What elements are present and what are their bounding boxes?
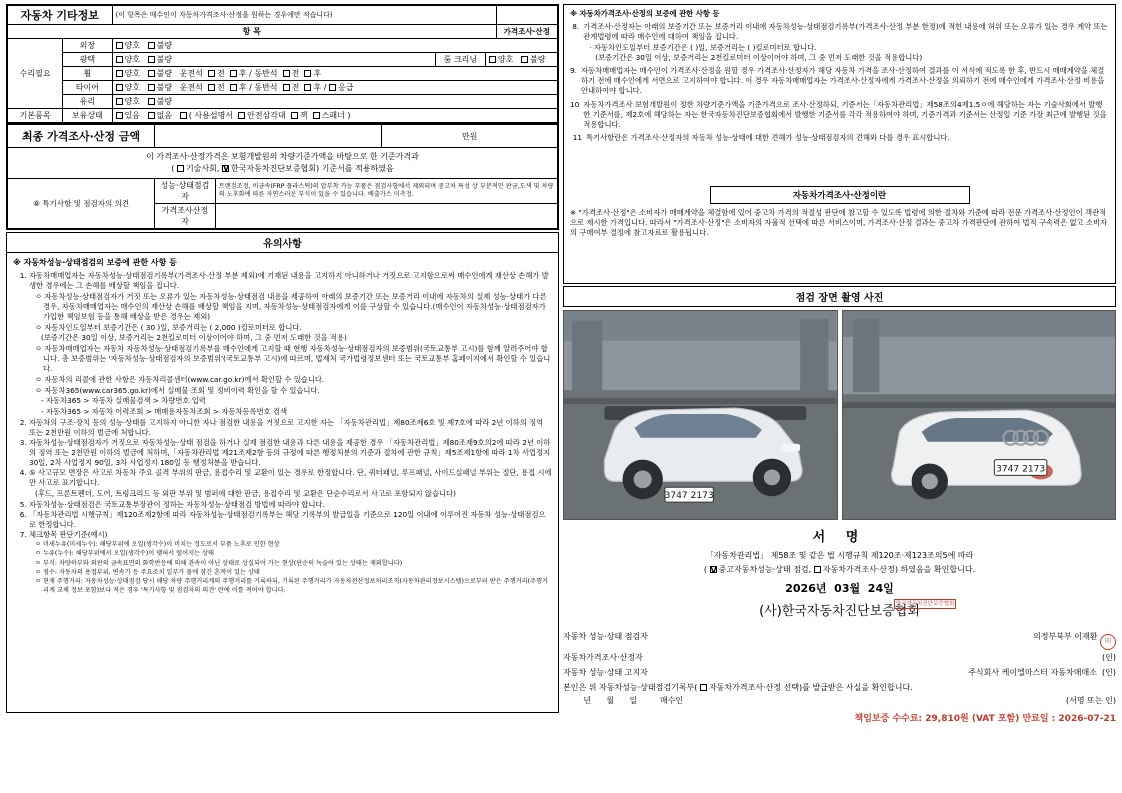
final-price-value — [155, 125, 382, 148]
left-column — [6, 4, 559, 724]
notice-subitem: ㅇ 미세누유(미세누수): 해당부위에 오일(생각수)이 비치는 정도로서 부품 노후로 인한 현상 — [35, 540, 280, 548]
other-info-title: 자동차 기타정보 — [7, 5, 112, 25]
appraisal-item-number: 9. — [570, 66, 577, 76]
appraisal-item — [570, 22, 1109, 63]
remarks-inner-table — [155, 179, 557, 228]
cb-exterior-bad[interactable]: 불량 — [148, 41, 172, 50]
appraisal-list — [570, 22, 1109, 143]
cb-basic-have[interactable]: 있음 — [116, 111, 140, 120]
remarks-label: ⑧ 특기사항 및 점검자의 의견 — [7, 179, 155, 230]
definition-text: ※ "가격조사·산정"은 소비자가 매매계약을 체결함에 있어 중고차 가격의 적절성 판단에 참고할 수 있도록 법령에 의한 절차와 기준에 따라 전문 가격조사·산정인이 객관적으로 제시한 가격입니다. 따라서 "가격조사·산정"은 소비자의 자율적 선택에 따른 서비스이며, 가격조사·산정 결과는 중고차 가격판단에 관하여 법적 구속력은 없고 소비자의 구매여부 결정에 참고자료로 활용됩니다. — [570, 208, 1108, 238]
right-column — [563, 4, 1116, 724]
price-col-head-empty — [496, 5, 558, 25]
definition-title: 자동차가격조사·산정이란 — [710, 186, 970, 204]
final-price-unit: 만원 — [382, 125, 558, 148]
fee-notice: 책임보증 수수료: 29,810원 (VAT 포함) 만료일 : 2026-07-21 — [854, 713, 1116, 724]
standard-line-1: 이 가격조사·산정가격은 보험개발원의 차량기준가액을 바탕으로 한 기준가격과 — [146, 152, 419, 161]
notice-item: 6. 「자동차관리법 시행규칙」제120조제2항에 따라 자동차성능·상태점검기록부는 해당 기록부의 발급일을 기준으로 120일 이내에 이루어진 자동차 성능·상태점검으로 한정합니다. — [29, 510, 552, 530]
appraisal-item-body: 자동차가격조사 보험개발원이 정한 차량기준가액을 기준가격으로 조사·산정하되, 기준서는「자동차관리법」제58조의4제1.5ㅇ에 해당하는 자는 기술사회에서 발행한 기준서를, 제2호에 해당하는 자는 한국자동차진단보증협회에서 발행한 기준서를 각각 적용하여야 하며, 기준가격과 기준서는 산정일 기준 가장 최근에 발행된 것을 적용합니다. — [583, 99, 1107, 130]
row-label-wheel: 휠 — [63, 67, 112, 81]
notice-sublist — [29, 292, 552, 417]
notice-subitem: ㅇ 자동차의 리콜에 관한 사항은 자동차리콜센터(www.car.go.kr)에서 확인할 수 있습니다. — [35, 374, 325, 384]
buyer-signature-row — [563, 693, 1116, 708]
signature-rows — [563, 629, 1116, 724]
cb-basic-spanner[interactable]: 스패너 ) — [313, 111, 351, 120]
cb-tire-spare[interactable]: 응급 — [329, 83, 353, 92]
row-wheel-options — [112, 67, 558, 81]
cb-basic-manual[interactable]: ( 사용설명서 — [180, 111, 233, 120]
sign-label-appraiser: 자동차가격조사·산정자 — [563, 652, 643, 662]
other-info-table — [6, 4, 559, 124]
photo-section-title: 점검 장면 촬영 사진 — [563, 286, 1116, 307]
appraisal-item-body: 특기사항란은 가격조사·산정자의 자동차 성능·상태에 대한 견해가 성능·상태점검자의 견해와 다를 경우 표시합니다. — [586, 133, 950, 143]
cb-wheel-d-rear[interactable]: 후 / 동반석 — [230, 69, 278, 78]
notice-subitem: ㅇ 현재 주행거리: 자동차성능·상태점검 당시 해당 차량 주행거리계의 주행거리를 기록하되, 기록된 주행거리가 자동차전산정보처리조직(자동차관리정보시스템)으로부터 받은 주행거리(주행거리계 교체 정보 포함)보다 적은 경우 '특기사항 및 점검자의 의견' 란에 이를 적어야 합니다. — [35, 578, 548, 594]
appraisal-item-number: 11 — [572, 133, 582, 143]
buyer-sign-placeholder: (서명 또는 인) — [1066, 696, 1116, 706]
row-label-exterior: 외장 — [63, 39, 112, 53]
row-label-roomcleaning: 룸 크리닝 — [435, 53, 485, 67]
basic-items-options — [112, 109, 558, 124]
item-header: 항 목 — [7, 25, 496, 39]
photo-front-graphic — [564, 311, 837, 519]
definition-title-wrap — [563, 184, 1116, 204]
notice-subitem: - 자동차365 > 자동차 이력조회 > 매매용자동차조회 > 자동차등록번호 검색 — [41, 407, 288, 417]
row-tire-options — [112, 81, 558, 95]
cb-room-good[interactable]: 양호 — [489, 55, 513, 64]
notice-sublist — [29, 489, 552, 499]
price-header: 가격조사·산정 — [496, 25, 558, 39]
remarks-appraiser-text — [215, 204, 557, 229]
definition-box — [563, 204, 1116, 284]
appraisal-item — [570, 100, 1109, 131]
cb-wheel-p-front[interactable]: 전 — [283, 69, 300, 78]
notice-subitem: ㅇ 점수: 자동차의 용접부위, 변속기 등 주요조치 일부가 물에 잠긴 흔적이 있는 상태 — [35, 569, 260, 577]
basic-items-state-label: 보유상태 — [63, 109, 112, 124]
notice-subitem: (후드, 프론트펜더, 도어, 트렁크리드 등 외판 부위 및 범퍼에 대한 판금, 용접수리 및 교환은 단순수리로서 사고로 포함되지 않습니다) — [35, 489, 456, 499]
cb-basic-triangle[interactable]: 안전삼각대 — [238, 111, 286, 120]
notice-subitem: ㅇ 자동차성능·상태점검자가 거짓 또는 오류가 있는 자동차성능·상태점검 내용을 제공하여 아래의 보증기간 또는 보증거리 이내에 자동차의 실제 성능·상태가 다른 경우, 자동차매매업자는 매수인의 재산상 손해를 배상할 책임을 지며, 자동차성능·상태점검자에게 이를 구상할 수 있습니다.(매수인이 자동차성능·상태점검자가 가입한 책임보험 등을 통해 배상을 받은 경우는 제외) — [35, 292, 547, 321]
notice-item: 2. 자동차의 구조·장치 등의 성능·상태를 고지하지 아니한 자나 점검한 내용을 거짓으로 고지한 자는 「자동차관리법」제80조제6호 및 제7호에 따라 2년 이하의 징역 또는 2천만원 이하의 벌금에 처합니다. — [29, 418, 552, 438]
notice-sublist — [29, 541, 552, 595]
cb-polish-bad[interactable]: 불량 — [148, 55, 172, 64]
cb-glass-bad[interactable]: 불량 — [148, 97, 172, 106]
cb-tire-d-rear[interactable]: 후 / 동반석 — [230, 83, 278, 92]
cb-sign-appraisal[interactable]: 자동차가격조사·산정) 하였음을 확인합니다. — [814, 565, 975, 574]
svg-text:3747 2173: 3747 2173 — [664, 491, 714, 502]
sign-value-notifier: 주식회사 케이엘마스터 자동차매매소 (인) — [968, 668, 1116, 678]
notice-section-title: 유의사항 — [6, 232, 559, 253]
photo-gallery — [563, 310, 1116, 520]
appraisal-item-body: 자동차매매업자는 매수인이 가격조사·산정을 원할 경우 가격조사·산정자가 해당 자동차 가격을 조사·산정하여 결과를 이 서식에 적도록 한 후, 반드시 매매계약을 체결하기 전에 매수인에게 서면으로 고지하여야 합니다. 이 경우 자동차매매업자는 가격조사·산정자에게 가격조사·산정을 의뢰하기 전에 매수인에게 가격조사·산정 비용을 안내하여야 합니다. — [580, 66, 1105, 96]
remarks-body — [155, 179, 558, 230]
row-label-tire: 타이어 — [63, 81, 112, 95]
signature-statement-line2: ( V 중고자동차성능·상태 점검, 자동차가격조사·산정) 하였음을 확인합니다. — [563, 563, 1116, 577]
appraisal-item-number: 10 — [570, 99, 580, 109]
cb-tire-good[interactable]: 양호 — [116, 83, 140, 92]
sign-label-inspector: 자동차 성능·상태 점검자 — [563, 631, 648, 641]
buyer-confirm-line: 본인은 위 자동차성능·상태점검기록부( 자동차가격조사·산정 선택)를 발급받은 사실을 확인합니다. — [563, 683, 913, 693]
cb-wheel-d-front[interactable]: 전 — [208, 69, 225, 78]
signature-row — [563, 629, 1116, 650]
tire-driver-label: 운전석 — [179, 83, 203, 92]
signature-row — [563, 665, 1116, 680]
signature-statement — [563, 549, 1116, 623]
signature-section — [563, 526, 1116, 724]
cb-buyer-appraisal[interactable] — [700, 683, 709, 692]
inspection-photo-rear[interactable] — [842, 310, 1117, 520]
cb-basic-jack[interactable]: 잭 — [291, 111, 308, 120]
final-price-label: 최종 가격조사·산정 금액 — [7, 125, 155, 148]
cb-sign-performance[interactable]: V 중고자동차성능·상태 점검, — [710, 565, 812, 574]
svg-text:3747 2173: 3747 2173 — [995, 464, 1045, 475]
appraisal-subitem: (보증기간은 30일 이상, 보증거리는 2천킬로미터 이상이어야 하며, 그 중 먼저 도래한 것을 적용합니다) — [595, 52, 923, 62]
cb-std-kaa[interactable]: V 한국자동차진단보증협회) 기준서를 적용하였음 — [222, 164, 394, 173]
notice-body — [6, 253, 559, 713]
cb-wheel-p-rear[interactable]: 후 — [304, 69, 321, 78]
row-polish-options — [112, 53, 435, 67]
row-roomcleaning-options — [485, 53, 558, 67]
cb-wheel-bad[interactable]: 불량 — [148, 69, 172, 78]
cb-polish-good[interactable]: 양호 — [116, 55, 140, 64]
notice-subitem: ㅇ 자동차인도일부터 보증기간은 ( 30 )일, 보증거리는 ( 2,000 )킬로미터로 합니다. — [35, 322, 302, 332]
cb-room-bad[interactable]: 불량 — [521, 55, 545, 64]
notice-subitem: ㅇ 자동차매매업자는 자동차 자동차성능·상태점검기록부를 매수인에게 고지할 때 현행 자동차성능·상태점검자의 보증범위(국토교통부 고시)를 함께 알려주어야 합니다. 총 보증범위는 '자동차성능·상태점검자의 보증범위'(국토교통부 고시)에 따르며, 법제처 국가법령정보센터 또는 국토교통부 홈페이지에서 확인할 수 있습니다. — [35, 344, 551, 373]
notice-subitem: ㅇ 부식: 차량하부와 외판의 금속표면의 화학반응에 의해 관속이 아닌 상태로 상실되어 가는 현상(단순히 녹슬어 있는 상태는 제외합니다) — [35, 559, 403, 567]
appraisal-subitem: · 자동차인도일부터 보증기간은 ( )일, 보증거리는 ( )킬로미터로 합니다. — [589, 42, 817, 52]
signature-statement-line1: 「자동차관리법」 제58조 및 같은 법 시행규칙 제120조·제123조의5에 따라 — [705, 551, 974, 560]
row-label-polish: 광택 — [63, 53, 112, 67]
inspection-photo-front[interactable] — [563, 310, 838, 520]
cb-basic-none[interactable]: 없음 — [148, 111, 172, 120]
org-stamp-icon: 한국자동차진단보증협회 — [894, 599, 956, 609]
remarks-inspector-label: 성능·상태점검자 — [155, 179, 215, 204]
repair-group-label: 수리필요 — [7, 39, 63, 109]
appraisal-heading: ※ 자동차가격조사·산정의 보증에 관한 사항 등 — [570, 9, 720, 18]
other-info-note: (이 항목은 매수인이 자동차가격조사·산정을 원하는 경우에만 적습니다) — [112, 5, 496, 25]
signature-date: 2026년 03월 24일 — [785, 582, 894, 596]
signature-row — [563, 650, 1116, 665]
appraisal-warranty-box — [563, 4, 1116, 184]
notice-item: 7. 체크항목 판단기준(예시) ㅇ 미세누유(미세누수): 해당부위에 오일(생각수)이 비치는 정도로서 부품 노후로 인한 현상 ㅇ 누유(누수): 해당부위에서 오일(생각수)이 맺혀서 떨어지는 상태 ㅇ 부식: 차량하부와 외판의 금속표면의 화학반응에 의해 관속이 아닌 상태로 상실되어 가는 현상(단순히 녹슬어 있는 상태는 제외합니다) ㅇ 점수: 자동차의 용접부위, 변속기 등 주요조치 일부가 물에 잠긴 흔적이 있는 상태 ㅇ 현재 주행거리: 자동차성능·상태점검 당시 해당 차량 주행거리계의 주행거리를 기록하되, 기록된 주행거리가 자동차전산정보처리조직(자동차관리정보시스템)으로부터 받은 주행거리(주행거리계 교체 정보 포함)보다 적은 경우 '특기사항 및 점검자의 의견' 란에 이를 적어야 합니다. — [29, 530, 552, 595]
appraisal-item-body: 가격조사·산정자는 아래의 보증기간 또는 보증거리 이내에 자동차성능·상태점검기록부(가격조사·산정 부분 한정)에 적힌 내용에 허위 또는 오류가 있는 경우 계약 또는 관계법령에 따라 매수인에 대하여 책임을 집니다. · 자동차인도일부터 보증기간은 ( )일, 보증거리는 ( )킬로미터로 합니다. (보증기간은 30일 이상, 보증거리는 2천킬로미터 이상이어야 하며, 그 중 먼저 도래한 것을 적용합니다) — [583, 22, 1108, 62]
cb-tire-p-front[interactable]: 전 — [283, 83, 300, 92]
notice-heading: ※ 자동차성능·상태점검의 보증에 관한 사항 등 — [13, 258, 177, 267]
sign-value-appraiser: (인) — [1102, 652, 1116, 662]
cb-tire-bad[interactable]: 불량 — [148, 83, 172, 92]
cb-std-engineer[interactable]: 기술사회, — [177, 164, 219, 173]
sign-label-notifier: 자동차 성능·상태 고지자 — [563, 668, 648, 678]
row-label-glass: 유리 — [63, 95, 112, 109]
basic-items-label: 기본품목 — [7, 109, 63, 124]
buyer-date: 년 월 일 매수인 — [583, 696, 684, 706]
notice-item: 3. 자동차성능·상태점검자가 거짓으로 자동차성능·상태 점검을 하거나 실제 점검한 내용과 다른 내용을 제공한 경우 「자동차관리법」제80조제9호의2에 따라 2년 이하의 징역 또는 2천만원 이하의 벌금에 처하며,「자동차관리법 제21조제2항 등의 규정에 따른 행정처분의 기준과 절차에 관한 규칙」제5조제1항에 따라 1차 사업정지 30일, 2차 사업정지 90일, 3차 사업정지 180일 등 행정처분을 받습니다. — [29, 438, 552, 468]
remarks-appraiser-label: 가격조사산정자 — [155, 204, 215, 229]
notice-item: 4. ⑤ 사고규모 면장은 사고로 차동차 주요 골격 부위의 판금, 용접수리 및 교환이 있는 경우로 한정합니다. 단, 쿼터패널, 루프패널, 사이드실패널 부위는 절단, 용접 시에만 사고로 표기합니다. (후드, 프론트펜더, 도어, 트렁크리드 등 외판 부위 및 범퍼에 대한 판금, 용접수리 및 교환은 단순수리로서 사고로 포함되지 않습니다) — [29, 468, 552, 499]
sign-value-inspector: 의정부북부 이재환 印 — [1033, 629, 1116, 650]
notice-subitem: ㅇ 자동차365(www.car365.go.kr)에서 실매물 조회 및 정비이력 확인을 할 수 있습니다. — [35, 385, 320, 395]
wheel-driver-label: 운전석 — [179, 69, 203, 78]
cb-exterior-good[interactable]: 양호 — [116, 41, 140, 50]
cb-tire-p-rear[interactable]: 후 / — [304, 83, 329, 92]
appraisal-item-number: 8. — [572, 22, 580, 32]
standard-line-2: ( 기술사회, V 한국자동차진단보증협회) 기준서를 적용하였음 — [11, 163, 554, 175]
final-price-table — [6, 124, 559, 230]
notice-subitem: - 자동차365 > 자동차 실매물검색 > 차량번호 입력 — [41, 396, 206, 406]
notice-subitem: (보증기간은 30일 이상, 보증거리는 2천킬로미터 이상이어야 하며, 그 중 먼저 도래한 것을 적용) — [41, 333, 347, 343]
signature-org: (사)한국자동차진단보증협회 한국자동차진단보증협회 — [759, 600, 955, 619]
remarks-inspector-text: 트랜검조정, 비금속(FRP 플라스틱)의 압부착 가능 부품은 점검사항에서 제외되며 중고차 특성 상 부분적인 판금,도색 및 차량의 노후화에 따른 자연스러운 부식이 있을 수 있습니다. 배출가스 미측정. — [215, 179, 557, 204]
notice-list — [13, 271, 552, 595]
cb-wheel-good[interactable]: 양호 — [116, 69, 140, 78]
inspector-seal-icon: 印 — [1100, 634, 1116, 650]
two-column-layout — [6, 4, 1116, 724]
notice-item: 1. 자동차매매업자는 자동차성능·상태점검기록부(가격조사·산정 부분 제외)에 기재된 내용을 고지하지 아니하거나 거짓으로 고지함으로써 매수인에게 재산상 손해가 발생한 경우에는 그 손해를 배상할 책임을 집니다. ㅇ 자동차성능·상태점검자가 거짓 또는 오류가 있는 자동차성능·상태점검 내용을 제공하여 아래의 보증기간 또는 보증거리 이내에 자동차의 실제 성능·상태가 다른 경우, 자동차매매업자는 매수인의 재산상 손해를 배상할 책임을 지며, 자동차성능·상태점검자에게 이를 구상할 수 있습니다.(매수인이 자동차성능·상태점검자가 가입한 책임보험 등을 통해 배상을 받은 경우는 제외) ㅇ 자동차인도일부터 보증기간은 ( 30 )일, 보증거리는 ( 2,000 )킬로미터로 합니다. (보증기간은 30일 이상, 보증거리는 2천킬로미터 이상이어야 하며, 그 중 먼저 도래한 것을 적용) ㅇ 자동차매매업자는 자동차 자동차성능·상태점검기록부를 매수인에게 고지할 때 현행 자동차성능·상태점검자의 보증범위(국토교통부 고시)를 함께 알려주어야 합니다. 총 보증범위는 '자동차성능·상태점검자의 보증범위'(국토교통부 고시)에 따르며, 법제처 국가법령정보센터 또는 국토교통부 홈페이지에서 확인할 수 있습니다. ㅇ 자동차의 리콜에 관한 사항은 자동차리콜센터(www.car.go.kr)에서 확인할 수 있습니다. ㅇ 자동차365(www.car365.go.kr)에서 실매물 조회 및 정비이력 확인을 할 수 있습니다. - 자동차365 > 자동차 실매물검색 > 차량번호 입력 - 자동차365 > 자동차 이력조회 > 매매용자동차조회 > 자동차등록번호 검색 — [29, 271, 552, 417]
appraisal-item — [570, 133, 1109, 143]
appraisal-item — [570, 66, 1109, 97]
row-exterior-options — [112, 39, 558, 53]
standard-note — [7, 148, 558, 179]
row-glass-options — [112, 95, 558, 109]
notice-subitem: ㅇ 누유(누수): 해당부위에서 오일(생각수)이 맺혀서 떨어지는 상태 — [35, 550, 214, 558]
signature-title: 서 명 — [812, 530, 867, 545]
photo-rear-graphic — [843, 311, 1116, 519]
cb-tire-d-front[interactable]: 전 — [208, 83, 225, 92]
notice-item: 5. 자동차성능·상태점검은 국토교통부장관이 정하는 자동차성능·상태점검 방법에 따라야 합니다. — [29, 500, 552, 510]
cb-glass-good[interactable]: 양호 — [116, 97, 140, 106]
